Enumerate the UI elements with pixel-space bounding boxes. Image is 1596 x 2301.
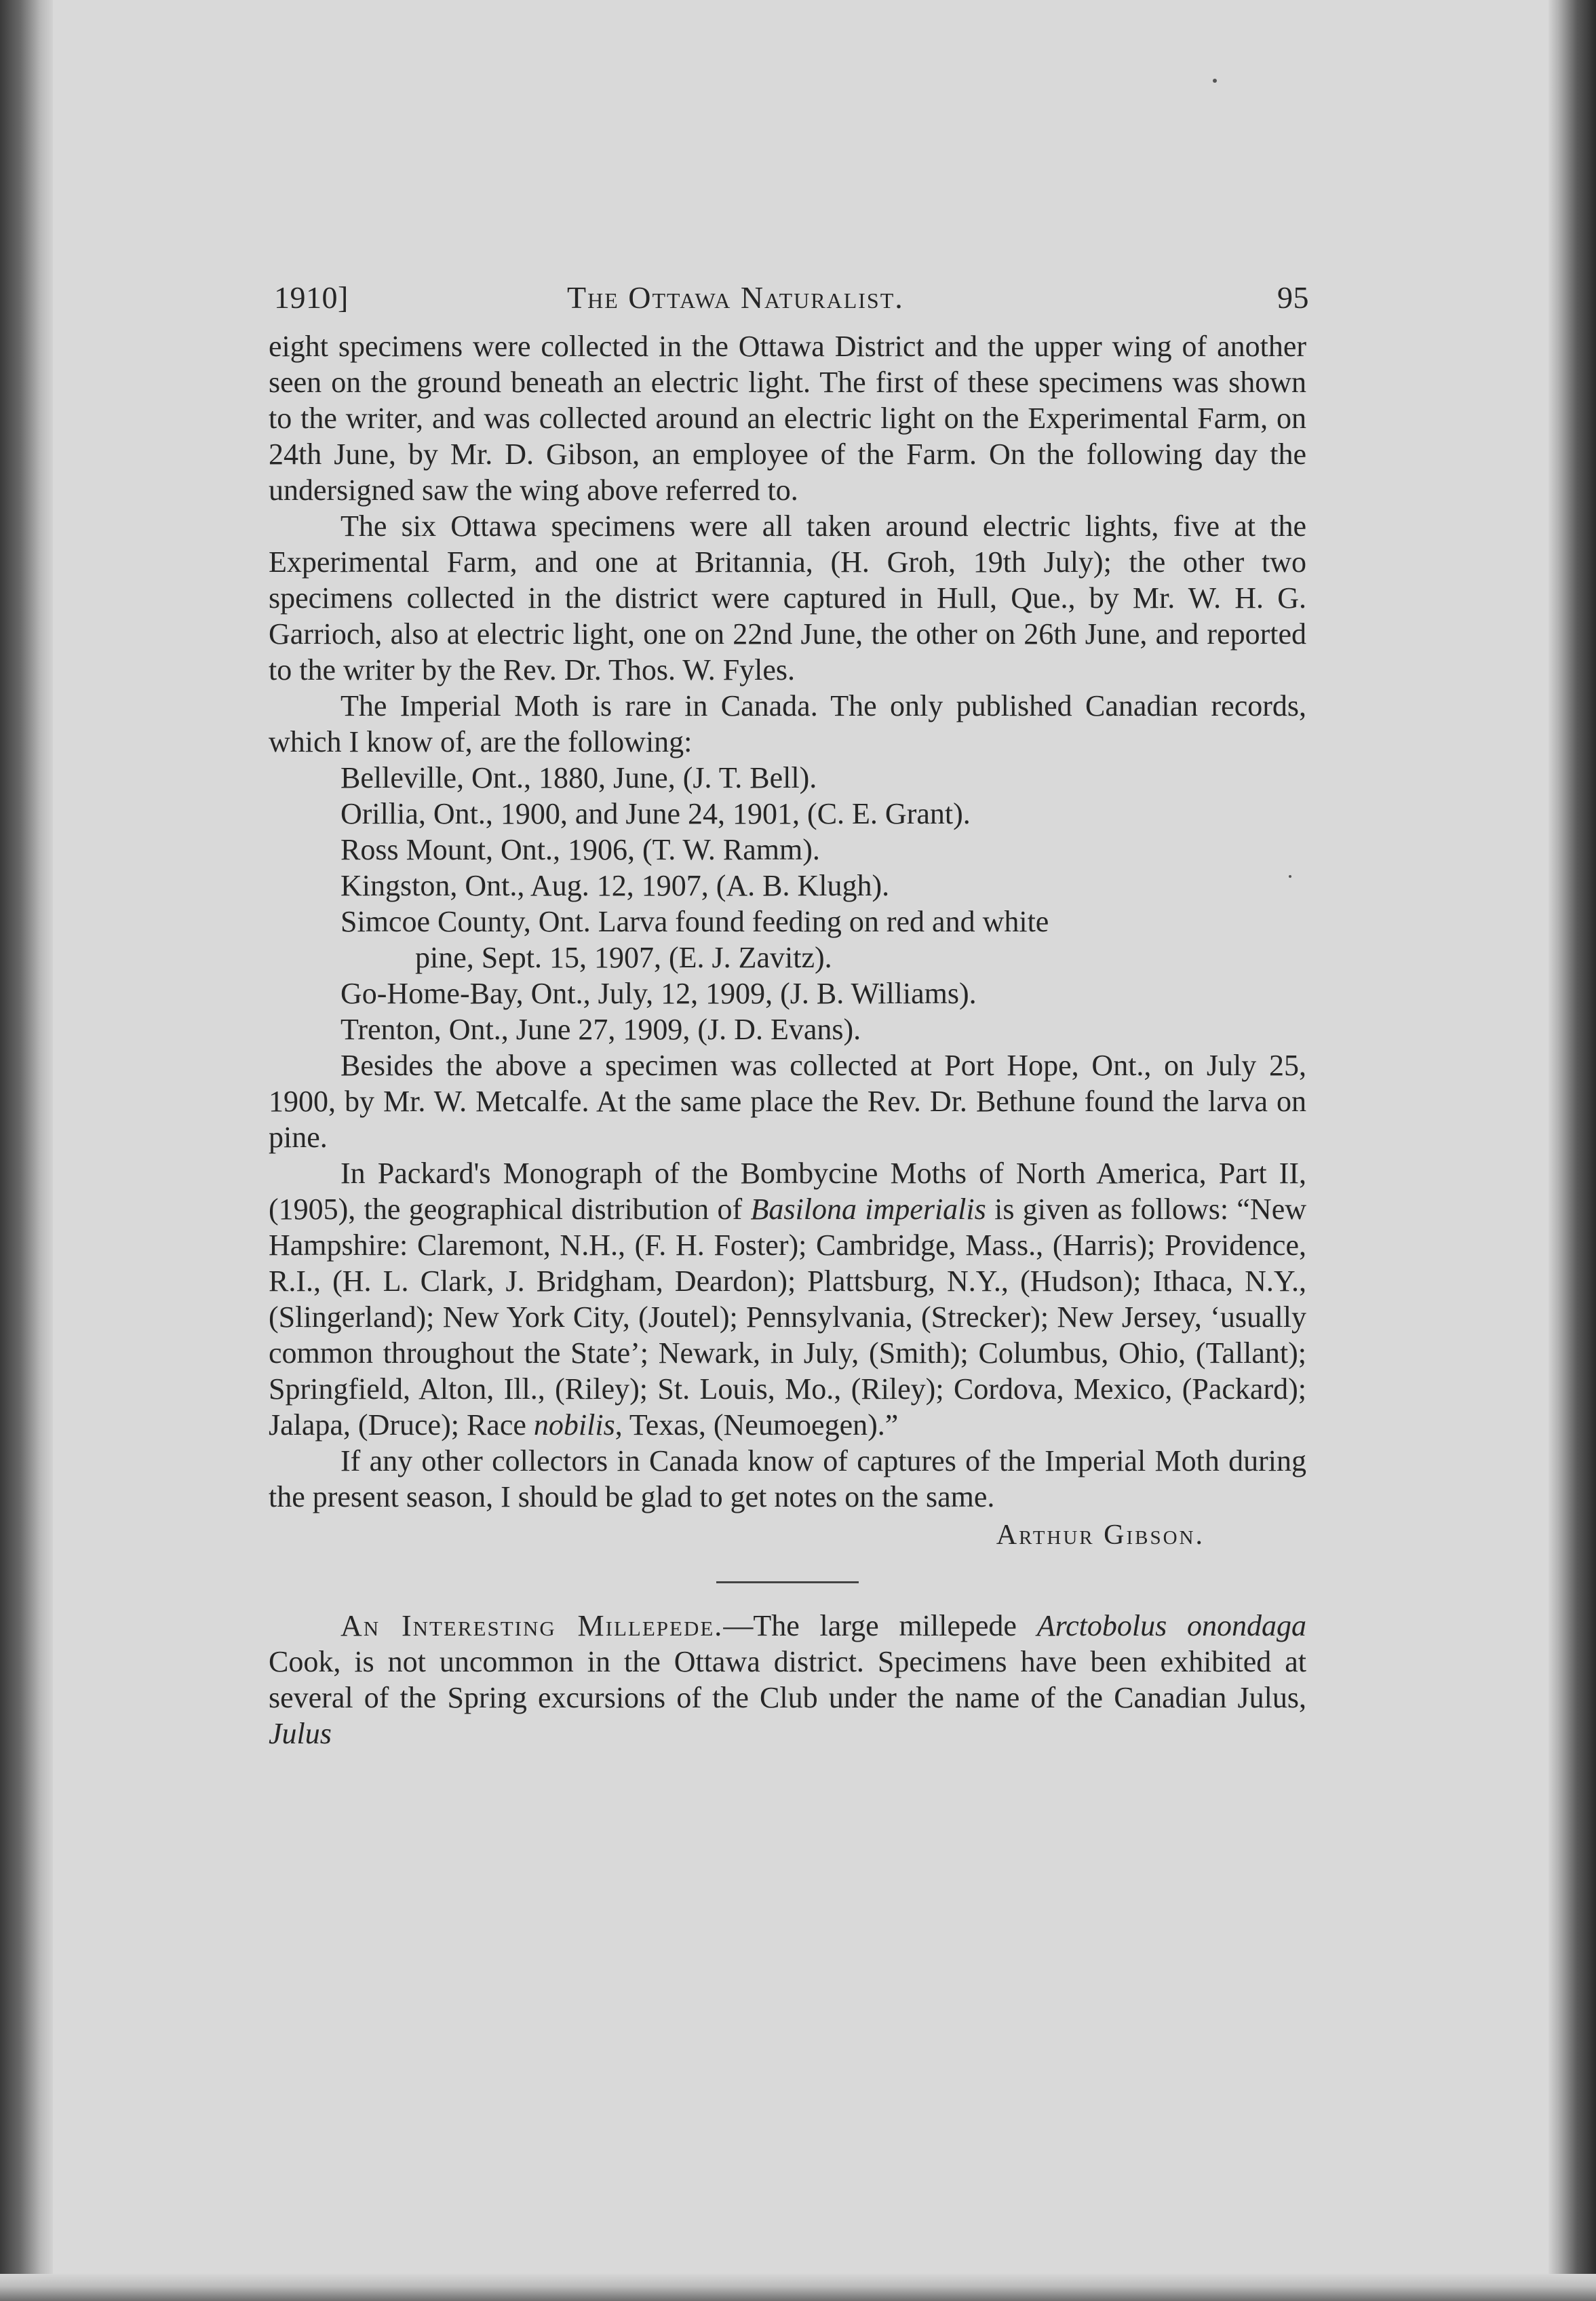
race-name: nobilis — [533, 1408, 615, 1442]
section-divider — [716, 1581, 859, 1583]
paragraph: eight specimens were collected in the Ottawa District and the upper wing of another seen on the ground beneath an electric light. The first of these specimens was shown to the writer, and was collected around an electric light on the Experimental Farm, on 24th June, by Mr. D. Gibson, an employee of the Farm. On the following day the undersigned saw the wing above referred to. — [269, 330, 1306, 507]
paragraph-text: Cook, is not uncommon in the Ottawa district. Specimens have been exhibited at several of the Spring excursions of the Club under the name of the Canadian Julus, — [269, 1645, 1306, 1714]
paragraph: The Imperial Moth is rare in Canada. The only published Canadian records, which I know of, are the following: — [269, 689, 1306, 758]
record-item — [269, 904, 1306, 975]
page-number: 95 — [1277, 280, 1309, 315]
genus-name: Julus — [269, 1717, 332, 1750]
page-edge-bottom — [0, 2274, 1596, 2301]
binding-shadow-left — [0, 0, 53, 2301]
paragraph — [269, 1155, 1306, 1443]
record-item: Go-Home-Bay, Ont., July, 12, 1909, (J. B. Williams). — [340, 977, 977, 1010]
paragraph: If any other collectors in Canada know of captures of the Imperial Moth during the present season, I should be glad to get notes on the same. — [269, 1444, 1306, 1513]
millepede-note — [269, 1608, 1306, 1752]
journal-page — [269, 279, 1309, 1752]
paragraph — [269, 1608, 1306, 1752]
paragraph-text: , Texas, (Neumoegen).” — [615, 1408, 899, 1442]
running-head-journal-title: The Ottawa Naturalist. — [567, 280, 904, 315]
paragraph: The six Ottawa specimens were all taken around electric lights, five at the Experimental Farm, and one at Britannia, (H. Groh, 19th July); the other two specimens collected in the district were captured in Hull, Que., by Mr. W. H. G. Garrioch, also at electric light, one on 22nd June, the other on 26th June, and reported to the writer by the Rev. Dr. Thos. W. Fyles. — [269, 509, 1306, 687]
note-heading: An Interesting Millepede. — [340, 1609, 724, 1642]
author-signature: Arthur Gibson. — [996, 1520, 1205, 1551]
running-head — [269, 279, 1309, 323]
record-item: Ross Mount, Ont., 1906, (T. W. Ramm). — [340, 833, 820, 866]
record-item: Kingston, Ont., Aug. 12, 1907, (A. B. Klugh). — [340, 869, 890, 902]
paragraph-text: is given as follows: “New Hampshire: Claremont, N.H., (F. H. Foster); Cambridge, Mass., (Harris); Providence, R.I., (H. L. Clark, J. Bridgham, Deardon); Plattsburg, N.Y., (Hudson); Ithaca, N.Y., (Slingerland); New York City, (Joutel); Pennsylvania, (Strecker); New Jersey, ‘usually common throughout the State’; Newark, in July, (Smith); Columbus, Ohio, (Tallant); Springfield, Alton, Ill., (Riley); St. Louis, Mo., (Riley); Cordova, Mexico, (Packard); Jalapa, (Druce); Race — [269, 1193, 1307, 1442]
record-item: Trenton, Ont., June 27, 1909, (J. D. Evans). — [340, 1013, 861, 1046]
page-edge-right — [1549, 0, 1596, 2301]
article-body — [269, 328, 1306, 1515]
running-head-year: 1910] — [274, 280, 349, 315]
species-name: Arctobolus onondaga — [1036, 1609, 1306, 1642]
paragraph-text: In Packard's Monograph of the Bombycine Moths of North America, Part II, (1905), the geographical distribution of — [269, 1157, 1306, 1226]
record-item: Orillia, Ont., 1900, and June 24, 1901, (C. E. Grant). — [340, 797, 971, 830]
records-list — [269, 760, 1306, 1047]
paragraph-text: —The large millepede — [723, 1609, 1017, 1642]
record-line-continued: pine, Sept. 15, 1907, (E. J. Zavitz). — [415, 941, 832, 974]
scan-speck — [1213, 79, 1217, 83]
record-item: Belleville, Ont., 1880, June, (J. T. Bell). — [340, 761, 817, 794]
paragraph: Besides the above a specimen was collected at Port Hope, Ont., on July 25, 1900, by Mr. W. Metcalfe. At the same place the Rev. Dr. Bethune found the larva on pine. — [269, 1049, 1306, 1154]
species-name: Basilona imperialis — [750, 1193, 986, 1226]
record-line: Simcoe County, Ont. Larva found feeding on red and white — [340, 905, 1049, 938]
